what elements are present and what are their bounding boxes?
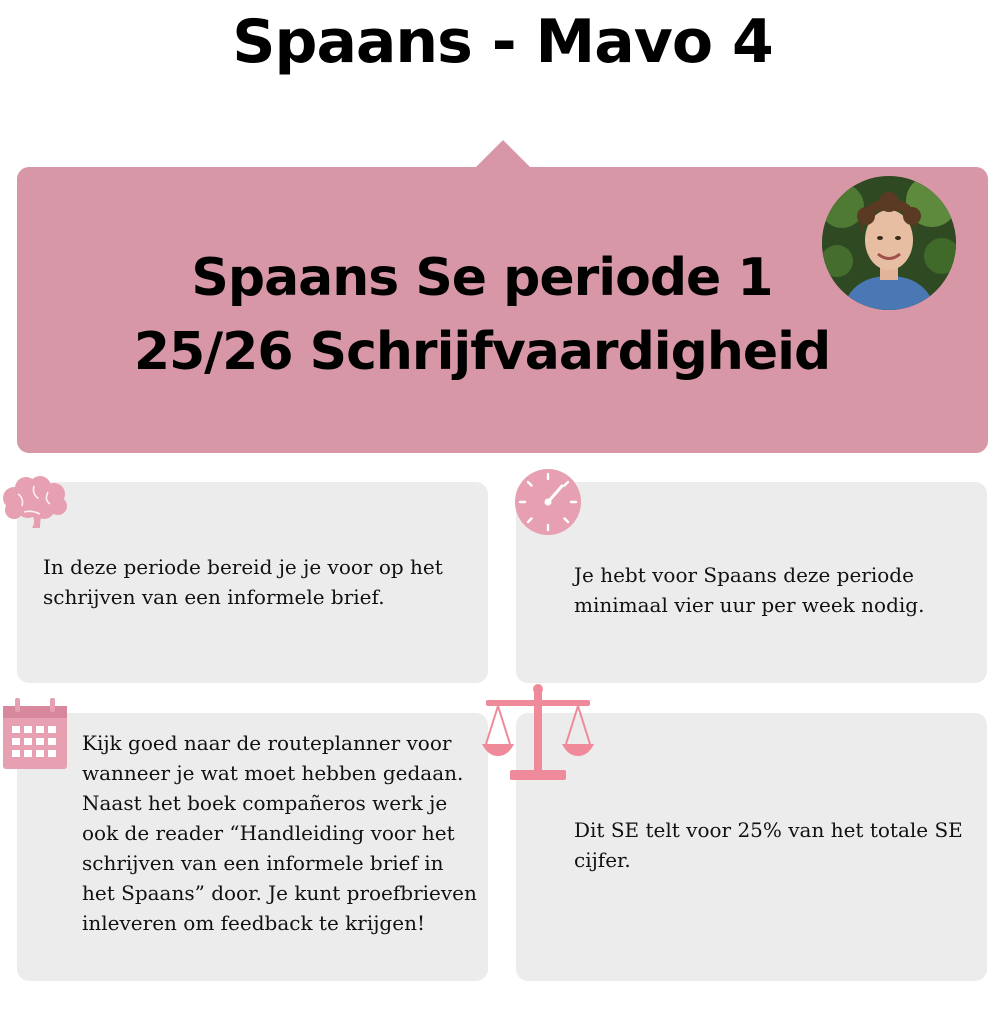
- card-text-planning: Kijk goed naar de routeplanner voor wanneer je wat moet hebben gedaan. Naast het boek compañeros werk je ook de reader “Handleiding voor het schrijven van een informele brief in het Spaans” door. Je kunt proefbrieven inleveren om feedback te krijgen!: [82, 731, 477, 935]
- avatar-illustration: [822, 176, 956, 310]
- brain-icon: [0, 476, 70, 528]
- card-text-time: Je hebt voor Spaans deze periode minimaal vier uur per week nodig.: [574, 563, 925, 617]
- info-card-planning: [17, 713, 488, 981]
- stopwatch-icon: [514, 468, 582, 536]
- info-card-preparation: [17, 482, 488, 683]
- card-text-preparation: In deze periode bereid je je voor op het schrijven van een informele brief.: [43, 555, 443, 609]
- info-card-time: [516, 482, 987, 683]
- banner-title-line-1: Spaans Se periode 1: [191, 248, 773, 308]
- banner-notch: [475, 140, 531, 168]
- page-title: Spaans - Mavo 4: [232, 7, 773, 77]
- banner-title-line-2: 25/26 Schrijfvaardigheid: [133, 322, 831, 382]
- scale-icon: [480, 682, 596, 786]
- teacher-avatar: [822, 176, 956, 310]
- calendar-icon: [0, 696, 70, 772]
- banner-title: [47, 241, 917, 389]
- card-text-weight: Dit SE telt voor 25% van het totale SE cijfer.: [574, 818, 963, 872]
